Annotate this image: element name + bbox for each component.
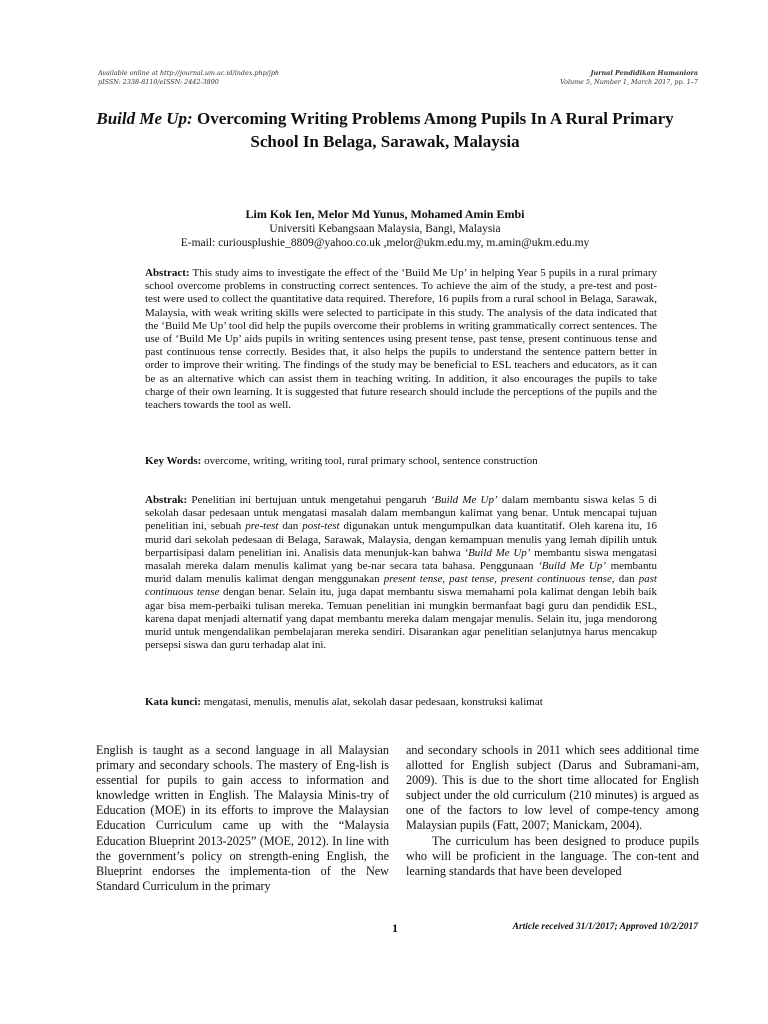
abstrak-text: membantu murid dalam menulis kalimat dengan menggunakan: [145, 560, 657, 586]
abstract-label: Abstract:: [145, 267, 190, 279]
journal-name: Jurnal Pendidikan Humaniora: [590, 69, 698, 77]
abstrak-emphasis: post-test: [302, 520, 340, 533]
abstrak-text: dan: [278, 520, 303, 533]
abstrak-label: Abstrak:: [145, 494, 188, 506]
abstrak-text: digunakan untuk mengumpulkan data kuantitatif. Oleh karena itu, 16 murid dari sekolah pedesaan di Belaga, Sarawak, Malaysia, dengan kemampuan menulis yang lemah dipilih untuk berpartisipasi dalam penelitian ini. Analisis data menunjuk-kan bahwa: [145, 520, 657, 559]
author-names: Lim Kok Ien, Melor Md Yunus, Mohamed Amin Embi: [245, 207, 525, 221]
paper-title: [90, 107, 680, 153]
header-left: [98, 69, 279, 86]
abstrak-text: dengan benar. Selain itu, juga dapat membantu siswa memahami pola kalimat dengan lebih baik agar bisa mem-perbaiki tulisan mereka. Temuan penelitian ini mungkin bermanfaat bagi guru dan pendidik ESL, karena dapat menjadi alternatif yang dapat membantu mereka dalam mengajar menulis. Selain itu, juga mendorong murid untuk mengendalikan pembelajaran mereka sendiri. Disarankan agar penelitian selanjutnya harus mencakup persepsi siswa dan guru terhadap alat ini.: [145, 586, 657, 652]
keywords-indonesian: [145, 696, 657, 709]
author-affiliation: Universiti Kebangsaan Malaysia, Bangi, Malaysia: [269, 222, 501, 235]
keywords-text: overcome, writing, writing tool, rural primary school, sentence construction: [201, 455, 538, 467]
abstrak-emphasis: ‘Build Me Up’: [464, 546, 531, 559]
header-right: [560, 69, 698, 86]
page-number: 1: [392, 921, 398, 935]
abstrak-emphasis: ‘Build Me Up’: [430, 494, 498, 506]
title-italic-part: Build Me Up:: [96, 109, 193, 128]
volume-info: Volume 5, Number 1, March 2017, pp. 1–7: [560, 77, 698, 86]
abstract-english: [145, 267, 657, 412]
abstrak-text: Penelitian ini bertujuan untuk mengetahui pengaruh: [187, 494, 431, 506]
keywords-english: [145, 455, 657, 468]
issn-text: pISSN: 2338-8110/eISSN: 2442-3890: [98, 77, 219, 86]
author-block: [90, 207, 680, 251]
abstrak-text: dalam membantu siswa kelas 5 di sekolah dasar pedesaan untuk mengatasi masalah dalam membangun kalimat yang benar. Untuk mencapai tujuan penelitian ini, sebuah: [145, 494, 657, 533]
body-column-left: [96, 743, 389, 894]
body-column-right: [406, 743, 699, 879]
body-paragraph: English is taught as a second language in all Malaysian primary and secondary schools. The mastery of Eng-lish is essential for pupils to gain access to information and knowledge written in English. The Malaysia Minis-try of Education (MOE) in its efforts to improve the Malaysian Education Curriculum came up with the “Malaysia Education Blueprint 2013-2025” (MOE, 2012). In line with the government’s policy on strength-ening English, the Blueprint endorses the implementa-tion of the New Standard Curriculum in the primary: [96, 743, 389, 893]
body-paragraph: and secondary schools in 2011 which sees additional time allotted for English subject (Darus and Subramani-am, 2009). This is due to the short time allocated for English subject under the old curriculum (210 minutes) is argued as one of the factors to low level of compe-tency among Malaysian pupils (Fatt, 2007; Manickam, 2004).: [406, 743, 699, 833]
abstrak-emphasis: ‘Build Me Up’: [538, 560, 606, 573]
kata-kunci-label: Kata kunci:: [145, 696, 201, 708]
title-main-part: Overcoming Writing Problems Among Pupils In A Rural Primary School In Belaga, Sarawak, Malaysia: [192, 109, 674, 151]
body-paragraph: The curriculum has been designed to produce pupils who will be proficient in the language. The con-tent and learning standards that have been developed: [406, 833, 699, 878]
abstrak-text: dan: [614, 573, 639, 586]
abstrak-emphasis: past continuous tense: [145, 573, 657, 599]
available-online-text: Available online at http://journal.um.ac.id/index.php/jph: [98, 69, 280, 77]
kata-kunci-text: mengatasi, menulis, menulis alat, sekolah dasar pedesaan, konstruksi kalimat: [200, 696, 543, 708]
author-email: E-mail: curiousplushie_8809@yahoo.co.uk ,melor@ukm.edu.my, m.amin@ukm.edu.my: [180, 237, 590, 249]
article-received-note: Article received 31/1/2017; Approved 10/2/2017: [512, 922, 698, 932]
abstract-text: This study aims to investigate the effect of the ‘Build Me Up’ in helping Year 5 pupils in a rural primary school overcome problems in constructing correct sentences. To achieve the aim of the study, a pre-test and post-test were used to collect the quantitative data required. Therefore, 16 pupils from a rural school in Belaga, Sarawak, Malaysia, with weak writing skills were selected to participate in this study. The analysis of the data indicated that the ‘Build Me Up’ tool did help the pupils overcome their problems in writing grammatically correct sentences. The use of ‘Build Me Up’ aids pupils in writing sentences using present tense, past tense, present continuous tense and past continuous tense correctly. Besides that, it also helps the pupils to understand the sentence pattern better in order to improve their writing. The findings of the study may be beneficial to ESL teachers and educators, as it can be as an alternative which can assist them in teaching writing. In addition, it also encourages the pupils to take charge of their own learning. It is suggested that future research should include the perceptions of the pupils and the teachers towards the tool as well.: [145, 267, 657, 412]
abstract-indonesian: [145, 494, 657, 652]
abstrak-emphasis: present tense, past tense, present continuous tense,: [383, 573, 615, 586]
keywords-label: Key Words:: [145, 455, 202, 467]
abstrak-text: membantu siswa mengatasi masalah mereka dalam menulis kalimat yang be-nar secara tata bahasa. Penggunaan: [145, 546, 657, 573]
abstrak-emphasis: pre-test: [245, 520, 279, 533]
